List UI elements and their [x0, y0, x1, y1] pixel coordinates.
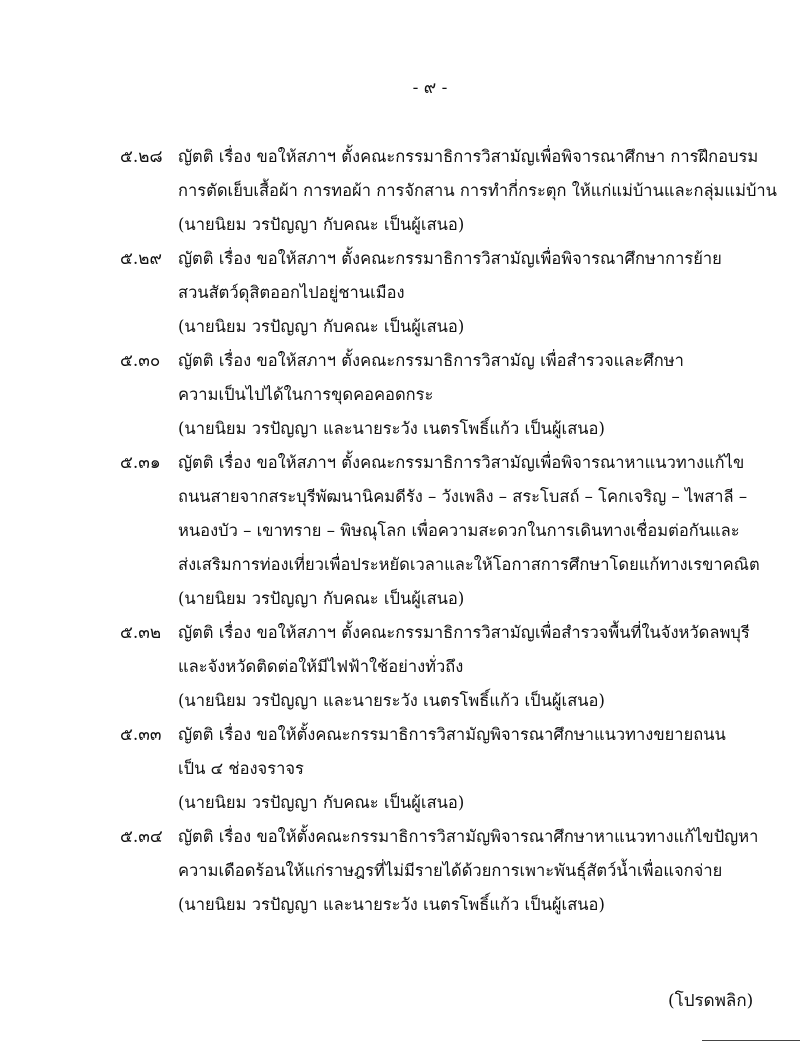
motion-line: หนองบัว – เขาทราย – พิษณุโลก เพื่อความสะดวกในการเดินทางเชื่อมต่อกันและ [178, 521, 740, 540]
motion-text [178, 820, 778, 922]
motion-text [178, 242, 778, 344]
motion-text [178, 446, 778, 616]
motion-line: สวนสัตว์ดุสิตออกไปอยู่ชานเมือง [178, 283, 405, 302]
motion-text [178, 344, 778, 446]
motion-line: ญัตติ เรื่อง ขอให้สภาฯ ตั้งคณะกรรมาธิการวิสามัญเพื่อพิจารณาหาแนวทางแก้ไข [178, 453, 745, 472]
motion-line: ญัตติ เรื่อง ขอให้ตั้งคณะกรรมาธิการวิสามัญพิจารณาศึกษาหาแนวทางแก้ไขปัญหา [178, 827, 759, 846]
motion-line: ญัตติ เรื่อง ขอให้สภาฯ ตั้งคณะกรรมาธิการวิสามัญเพื่อพิจารณาศึกษาการย้าย [178, 249, 722, 268]
motion-number: ๕.๓๒ [120, 623, 162, 643]
motion-line: ญัตติ เรื่อง ขอให้ตั้งคณะกรรมาธิการวิสามัญพิจารณาศึกษาแนวทางขยายถนน [178, 725, 726, 744]
motion-line: ญัตติ เรื่อง ขอให้สภาฯ ตั้งคณะกรรมาธิการวิสามัญ เพื่อสำรวจและศึกษา [178, 351, 684, 370]
motion-proposer: (นายนิยม วรปัญญา และนายระวัง เนตรโพธิ์แก้ว เป็นผู้เสนอ) [178, 691, 605, 710]
motion-entry [0, 140, 800, 242]
motion-number: ๕.๒๙ [120, 249, 162, 269]
motion-text [178, 616, 778, 718]
motion-number: ๕.๓๐ [120, 351, 161, 371]
motion-line: ญัตติ เรื่อง ขอให้สภาฯ ตั้งคณะกรรมาธิการวิสามัญเพื่อพิจารณาศึกษา การฝึกอบรม [178, 147, 759, 166]
motion-number: ๕.๒๘ [120, 147, 163, 167]
motion-line: การตัดเย็บเสื้อผ้า การทอผ้า การจักสาน การทำกี่กระตุก ให้แก่แม่บ้านและกลุ่มแม่บ้าน [178, 181, 777, 200]
motion-number: ๕.๓๑ [120, 453, 161, 473]
motion-list [0, 140, 800, 922]
footer-divider [702, 1040, 800, 1041]
motion-entry [0, 446, 800, 616]
motion-line: และจังหวัดติดต่อให้มีไฟฟ้าใช้อย่างทั่วถึง [178, 657, 464, 676]
motion-proposer: (นายนิยม วรปัญญา กับคณะ เป็นผู้เสนอ) [178, 215, 465, 234]
motion-proposer: (นายนิยม วรปัญญา กับคณะ เป็นผู้เสนอ) [178, 317, 465, 336]
motion-text [178, 718, 778, 820]
motion-entry [0, 820, 800, 922]
motion-line: ความเป็นไปได้ในการขุดคอคอดกระ [178, 385, 434, 404]
motion-proposer: (นายนิยม วรปัญญา กับคณะ เป็นผู้เสนอ) [178, 793, 465, 812]
motion-entry [0, 242, 800, 344]
motion-proposer: (นายนิยม วรปัญญา และนายระวัง เนตรโพธิ์แก้ว เป็นผู้เสนอ) [178, 419, 605, 438]
motion-line: ความเดือดร้อนให้แก่ราษฎรที่ไม่มีรายได้ด้วยการเพาะพันธุ์สัตว์น้ำเพื่อแจกจ่าย [178, 861, 723, 880]
motion-line: เป็น ๔ ช่องจราจร [178, 759, 304, 778]
please-turn-over-note: (โปรดพลิก) [668, 991, 754, 1011]
motion-text [178, 140, 778, 242]
motion-number: ๕.๓๓ [120, 725, 162, 745]
motion-line: ส่งเสริมการท่องเที่ยวเพื่อประหยัดเวลาและให้โอกาสการศึกษาโดยแก้ทางเรขาคณิต [178, 555, 760, 574]
motion-number: ๕.๓๔ [120, 827, 163, 847]
motion-line: ญัตติ เรื่อง ขอให้สภาฯ ตั้งคณะกรรมาธิการวิสามัญเพื่อสำรวจพื้นที่ในจังหวัดลพบุรี [178, 623, 750, 642]
motion-entry [0, 718, 800, 820]
motion-entry [0, 616, 800, 718]
motion-entry [0, 344, 800, 446]
motion-proposer: (นายนิยม วรปัญญา กับคณะ เป็นผู้เสนอ) [178, 589, 465, 608]
page-number: - ๙ - [412, 78, 448, 98]
motion-line: ถนนสายจากสระบุรีพัฒนานิคมดีรัง – วังเพลิง – สระโบสถ์ – โคกเจริญ – ไพสาลี – [178, 487, 748, 506]
motion-proposer: (นายนิยม วรปัญญา และนายระวัง เนตรโพธิ์แก้ว เป็นผู้เสนอ) [178, 895, 605, 914]
